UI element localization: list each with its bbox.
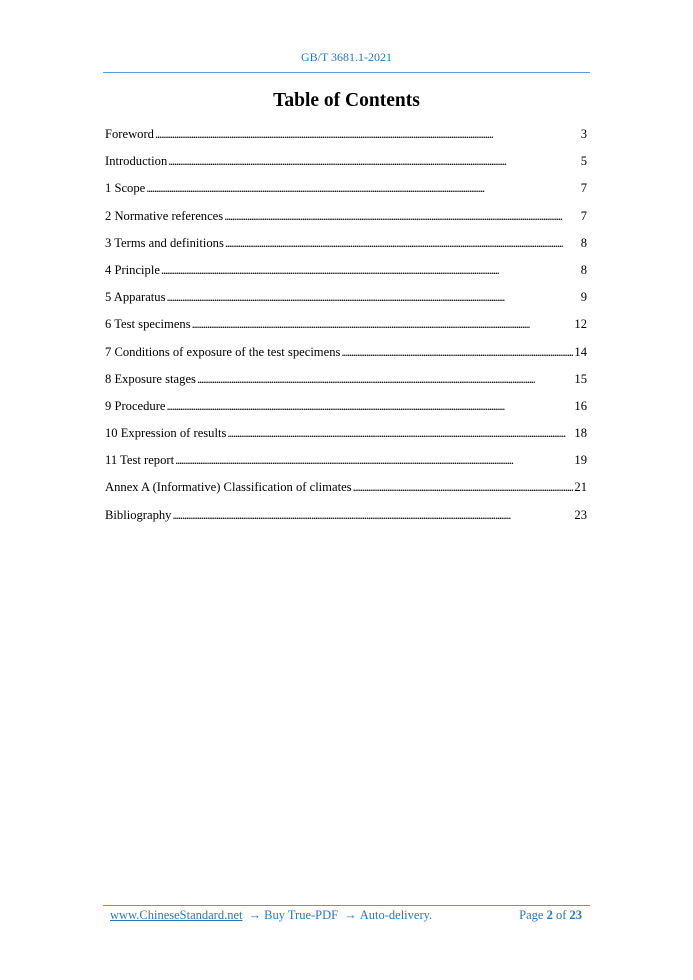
toc-dot-leader (155, 126, 580, 142)
page-word: Page (519, 908, 544, 922)
table-of-contents (105, 126, 587, 534)
toc-entry-label: 11 Test report (105, 453, 175, 468)
toc-entry-label: Annex A (Informative) Classification of climates (105, 480, 352, 495)
toc-dot-leader (197, 371, 573, 387)
toc-entry-page: 7 (580, 181, 587, 196)
footer-promo (110, 908, 432, 923)
toc-entry[interactable] (105, 208, 587, 235)
toc-dot-leader (224, 208, 580, 224)
total-pages-number: 23 (569, 908, 582, 922)
of-word: of (555, 908, 567, 922)
auto-delivery-text: Auto-delivery. (359, 908, 433, 922)
toc-entry-label: 3 Terms and definitions (105, 235, 224, 250)
toc-entry-page: 16 (574, 398, 587, 413)
toc-entry[interactable] (105, 371, 587, 398)
toc-dot-leader (167, 398, 574, 414)
toc-entry-label: 9 Procedure (105, 398, 166, 413)
toc-entry[interactable] (105, 235, 587, 262)
toc-entry-label: 1 Scope (105, 181, 146, 196)
toc-entry-label: 8 Exposure stages (105, 371, 196, 386)
footer-divider (103, 905, 590, 906)
toc-entry[interactable] (105, 180, 587, 207)
arrow-right-icon: → (248, 908, 262, 922)
toc-entry-page: 18 (574, 426, 587, 441)
arrow-right-icon: → (344, 908, 357, 922)
page-title: Table of Contents (273, 90, 420, 111)
website-link[interactable]: www.ChineseStandard.net (110, 908, 243, 922)
toc-entry-label: 7 Conditions of exposure of the test specimens (105, 344, 341, 359)
toc-dot-leader (227, 425, 573, 441)
toc-entry-label: Foreword (105, 127, 154, 141)
toc-entry-page: 7 (580, 208, 587, 223)
toc-entry-page: 21 (574, 480, 587, 495)
toc-entry-page: 14 (574, 344, 587, 359)
header-divider (103, 72, 590, 73)
toc-dot-leader (161, 262, 580, 278)
toc-entry-label: 2 Normative references (105, 208, 224, 223)
toc-entry-page: 19 (574, 453, 587, 468)
toc-entry[interactable] (105, 398, 587, 425)
toc-dot-leader (341, 344, 573, 360)
current-page-number: 2 (546, 908, 553, 922)
running-header: GB/T 3681.1-2021 (300, 50, 393, 64)
toc-dot-leader (168, 153, 579, 169)
toc-entry-label: 6 Test specimens (105, 317, 191, 332)
toc-entry[interactable] (105, 479, 587, 506)
toc-entry[interactable] (105, 126, 587, 153)
toc-entry-page: 8 (580, 262, 587, 277)
toc-dot-leader (225, 235, 580, 251)
toc-entry[interactable] (105, 452, 587, 479)
toc-entry-label: 4 Principle (105, 262, 160, 277)
toc-dot-leader (146, 180, 579, 196)
toc-entry[interactable] (105, 344, 587, 371)
toc-entry-page: 12 (574, 317, 587, 332)
toc-entry-page: 9 (580, 290, 587, 305)
toc-entry-label: Bibliography (105, 507, 172, 522)
toc-entry[interactable] (105, 262, 587, 289)
buy-pdf-text: Buy True-PDF (264, 908, 339, 922)
toc-entry[interactable] (105, 289, 587, 316)
toc-entry[interactable] (105, 507, 587, 534)
toc-dot-leader (167, 289, 580, 305)
toc-dot-leader (353, 479, 574, 495)
toc-entry[interactable] (105, 316, 587, 343)
toc-entry-label: 10 Expression of results (105, 426, 227, 441)
toc-entry-page: 23 (574, 507, 587, 522)
toc-entry-page: 3 (580, 127, 587, 141)
toc-dot-leader (172, 507, 573, 523)
toc-entry-page: 8 (580, 235, 587, 250)
page-indicator (519, 908, 582, 923)
toc-entry-label: Introduction (105, 154, 168, 169)
toc-dot-leader (192, 316, 574, 332)
toc-entry-label: 5 Apparatus (105, 290, 166, 305)
toc-entry-page: 15 (574, 371, 587, 386)
toc-entry[interactable] (105, 425, 587, 452)
toc-entry-page: 5 (580, 154, 587, 169)
page-footer (110, 908, 582, 923)
toc-dot-leader (175, 452, 573, 468)
toc-entry[interactable] (105, 153, 587, 180)
